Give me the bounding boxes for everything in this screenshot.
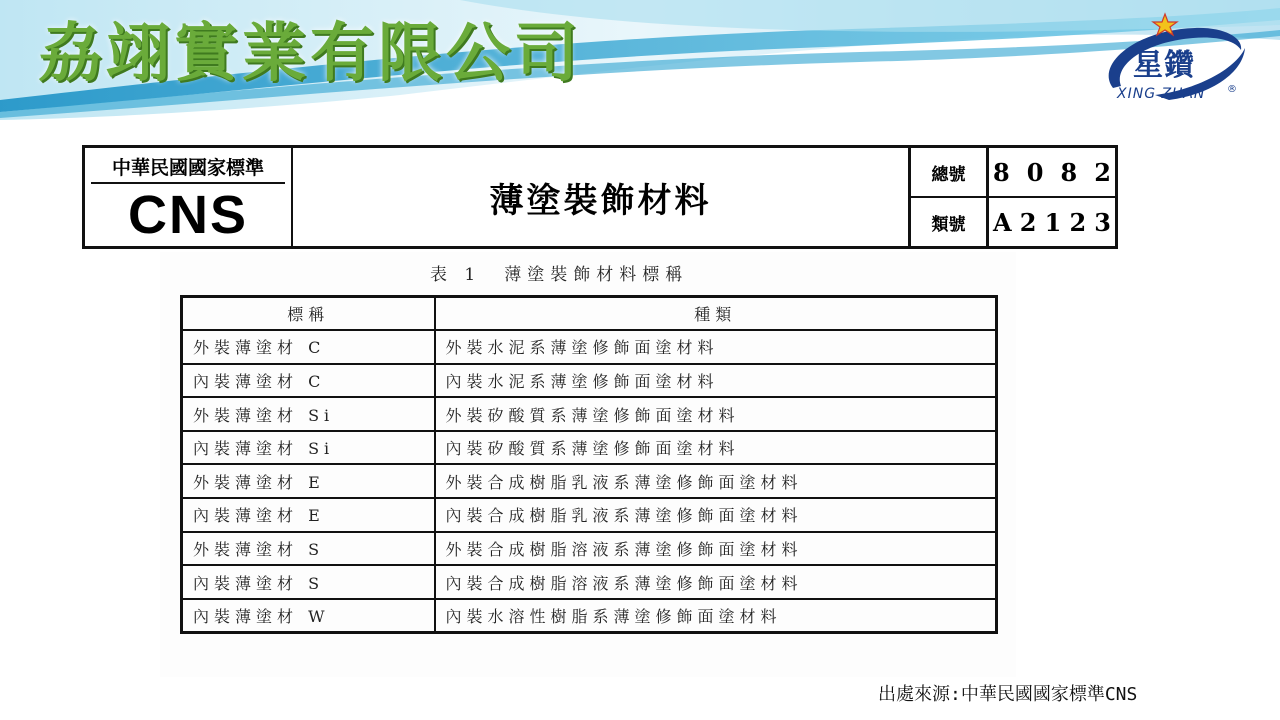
source-citation: 出處來源:中華民國國家標準CNS (878, 684, 1138, 705)
total-number-label: 總號 (911, 148, 989, 196)
type-cell: 內裝水泥系薄塗修飾面塗材料 (435, 364, 997, 398)
column-header-type: 種類 (435, 297, 997, 331)
table-caption: 表 1 薄塗裝飾材料標稱 (430, 265, 689, 285)
logo-text: 星鑽 (1133, 48, 1195, 83)
type-cell: 內裝合成樹脂乳液系薄塗修飾面塗材料 (435, 498, 997, 532)
table-row (182, 599, 997, 633)
logo-registered-mark: ® (1227, 84, 1237, 95)
table-row (182, 431, 997, 465)
designation-cell: 內裝薄塗材 W (182, 599, 435, 633)
class-number-char: 1 (1044, 207, 1062, 237)
total-number-digit: 0 (1026, 157, 1044, 187)
total-number-digit: 8 (1060, 157, 1078, 187)
total-number-value (989, 148, 1115, 196)
total-number-row (911, 148, 1115, 196)
type-cell: 內裝合成樹脂溶液系薄塗修飾面塗材料 (435, 565, 997, 599)
standard-numbers (911, 148, 1115, 246)
standard-org: 中華民國國家標準 (91, 150, 285, 184)
class-number-char: A (993, 207, 1012, 237)
type-cell: 外裝矽酸質系薄塗修飾面塗材料 (435, 397, 997, 431)
class-number-char: 2 (1069, 207, 1087, 237)
designation-cell: 外裝薄塗材 S (182, 532, 435, 566)
designation-cell: 內裝薄塗材 E (182, 498, 435, 532)
designation-cell: 內裝薄塗材 S (182, 565, 435, 599)
total-number-digit: 2 (1094, 157, 1111, 187)
table-row (182, 498, 997, 532)
designation-cell: 外裝薄塗材 Si (182, 397, 435, 431)
material-designation-table (180, 295, 998, 634)
type-cell: 外裝合成樹脂乳液系薄塗修飾面塗材料 (435, 464, 997, 498)
class-number-char: 2 (1019, 207, 1037, 237)
type-cell: 外裝水泥系薄塗修飾面塗材料 (435, 330, 997, 364)
table-row (182, 397, 997, 431)
designation-cell: 內裝薄塗材 Si (182, 431, 435, 465)
type-cell: 內裝矽酸質系薄塗修飾面塗材料 (435, 431, 997, 465)
cns-badge (85, 148, 293, 246)
designation-cell: 內裝薄塗材 C (182, 364, 435, 398)
table-row (182, 330, 997, 364)
cns-standard-header (82, 145, 1118, 249)
company-name: 劦翊實業有限公司 (38, 16, 582, 91)
type-cell: 外裝合成樹脂溶液系薄塗修飾面塗材料 (435, 532, 997, 566)
designation-cell: 外裝薄塗材 E (182, 464, 435, 498)
standard-code: CNS (127, 185, 248, 245)
class-number-label: 類號 (911, 198, 989, 246)
xingzuan-logo (1095, 10, 1245, 115)
total-number-digit: 8 (993, 157, 1010, 187)
column-header-designation: 標稱 (182, 297, 435, 331)
table-header-row (182, 297, 997, 331)
table-row (182, 464, 997, 498)
table-row (182, 565, 997, 599)
type-cell: 內裝水溶性樹脂系薄塗修飾面塗材料 (435, 599, 997, 633)
class-number-char: 3 (1094, 207, 1111, 237)
designation-cell: 外裝薄塗材 C (182, 330, 435, 364)
scanned-table-image (160, 252, 1016, 677)
table-row (182, 532, 997, 566)
logo-subtext: XING ZUAN (1117, 86, 1206, 102)
class-number-row (911, 196, 1115, 246)
class-number-value (989, 198, 1115, 246)
table-row (182, 364, 997, 398)
standard-title: 薄塗裝飾材料 (293, 148, 911, 246)
